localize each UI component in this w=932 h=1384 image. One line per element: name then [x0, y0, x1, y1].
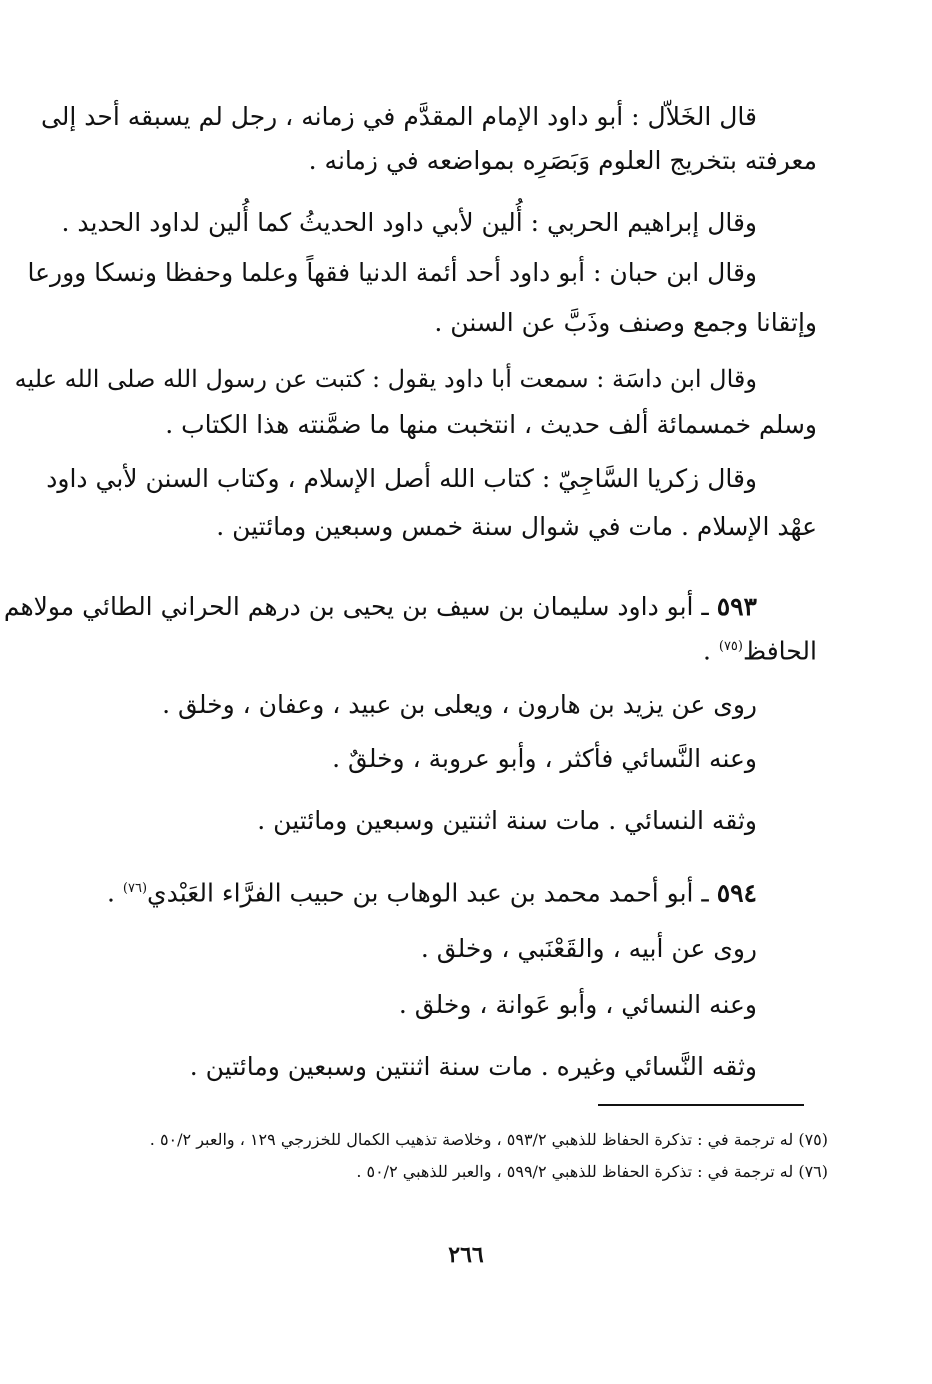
footnote-reference[interactable]: (٧٦)	[122, 881, 148, 896]
paragraph-line: عهْد الإسلام . مات في شوال سنة خمس وسبعين ومائتين .	[216, 512, 817, 541]
paragraph-line: وقال ابن حبان : أبو داود أحد أئمة الدنيا فقهاً وعلما وحفظا ونسكا وورعا	[27, 258, 757, 287]
paragraph-line: وسلم خمسمائة ألف حديث ، انتخبت منها ما ضمَّنته هذا الكتاب .	[165, 410, 817, 439]
paragraph-line: وقال إبراهيم الحربي : أُلين لأبي داود الحديثُ كما أُلين لداود الحديد .	[61, 208, 757, 237]
paragraph-line: وإتقانا وجمع وصنف وذَبَّ عن السنن .	[434, 308, 817, 337]
entry-detail-line: روى عن أبيه ، والقَعْنَبي ، وخلق .	[420, 934, 757, 963]
entry-heading-end: .	[107, 878, 123, 908]
entry-heading	[0, 590, 932, 624]
paragraph-line: وقال زكريا السَّاجِيّ : كتاب الله أصل الإسلام ، وكتاب السنن لأبي داود	[46, 464, 757, 493]
entry-dash: ـ	[693, 592, 717, 621]
entry-heading-text: الحافظ	[743, 636, 817, 666]
paragraph-line: قال الخَلاّل : أبو داود الإمام المقدَّم في زمانه ، رجل لم يسبقه أحد إلى	[40, 102, 757, 131]
entry-detail-line: وعنه النسائي ، وأبو عَوانة ، وخلق .	[398, 990, 757, 1019]
entry-number: ٥٩٣	[716, 592, 757, 621]
entry-detail-line: وثقه النسائي . مات سنة اثنتين وسبعين ومائتين .	[257, 806, 757, 835]
entry-heading-text: أبو أحمد محمد بن عبد الوهاب بن حبيب الفرَّاء العَبْدي	[147, 878, 694, 908]
footnote-separator	[598, 1104, 804, 1106]
page-number: ٢٦٦	[448, 1242, 484, 1268]
entry-dash: ـ	[693, 878, 717, 908]
footnote: (٧٦) له ترجمة في : تذكرة الحفاظ للذهبي ٥٩٩/٢ ، والعبر للذهبي ٥٠/٢ .	[356, 1162, 828, 1181]
entry-detail-line: وعنه النَّسائي فأكثر ، وأبو عروبة ، وخلقٌ .	[332, 744, 757, 773]
footnote-reference[interactable]: (٧٥)	[718, 639, 743, 654]
paragraph-line: معرفته بتخريج العلوم وَبَصَرِه بمواضعه في زمانه .	[308, 146, 817, 175]
footnote: (٧٥) له ترجمة في : تذكرة الحفاظ للذهبي ٥٩٣/٢ ، وخلاصة تذهيب الكمال للخزرجي ١٢٩ ، والعبر ٥٠/٢ .	[149, 1130, 828, 1149]
entry-heading	[0, 872, 932, 910]
entry-heading-text: أبو داود سليمان بن سيف بن يحيى بن درهم الحراني الطائي مولاهم	[3, 592, 694, 621]
entry-detail-line: روى عن يزيد بن هارون ، ويعلى بن عبيد ، وعفان ، وخلق .	[162, 690, 757, 719]
entry-number: ٥٩٤	[716, 878, 757, 908]
entry-detail-line: وثقه النَّسائي وغيره . مات سنة اثنتين وسبعين ومائتين .	[189, 1052, 757, 1081]
entry-heading-continuation	[0, 630, 932, 668]
paragraph-line: وقال ابن داسَة : سمعت أبا داود يقول : كتبت عن رسول الله صلى الله عليه	[14, 365, 757, 393]
entry-heading-end: .	[702, 636, 719, 666]
